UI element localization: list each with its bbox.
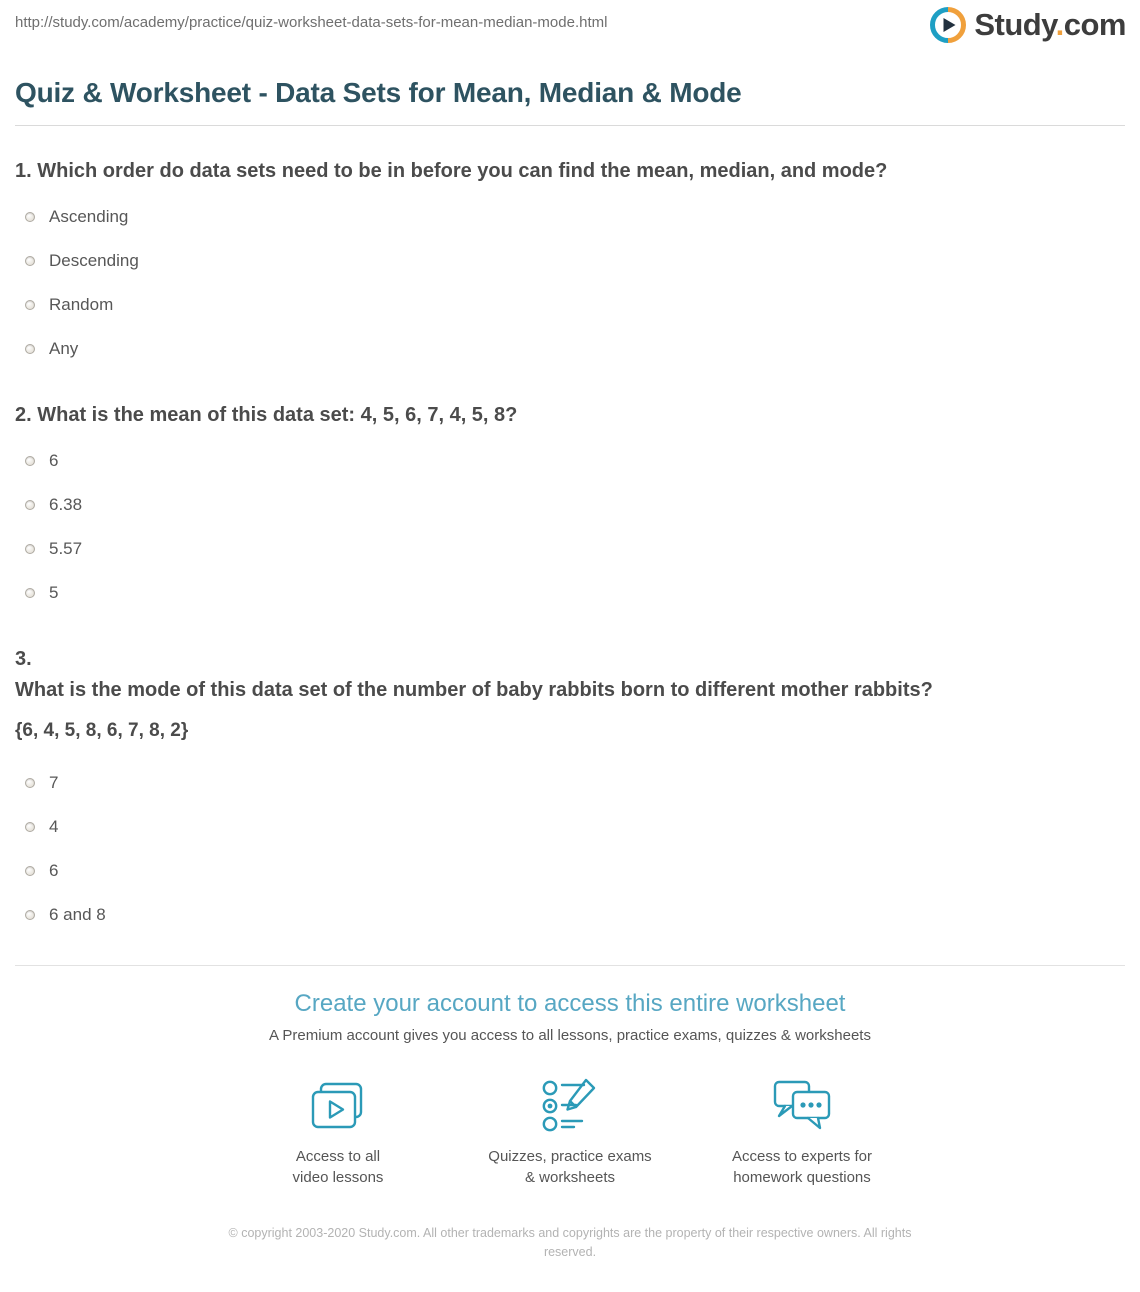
radio-button[interactable]: [25, 212, 35, 222]
title-divider: [15, 125, 1125, 126]
question-3-options: [15, 773, 1125, 925]
quizzes-worksheets-icon: [454, 1078, 686, 1134]
radio-button[interactable]: [25, 778, 35, 788]
option-label: 5.57: [49, 539, 83, 558]
feature-caption: Quizzes, practice exams & worksheets: [488, 1148, 652, 1186]
option-q3-6[interactable]: [25, 861, 58, 881]
radio-button[interactable]: [25, 866, 35, 876]
option-q3-4[interactable]: [25, 817, 58, 837]
question-1: [15, 159, 1125, 359]
option-q3-6-and-8[interactable]: [25, 905, 106, 925]
page-title: Quiz & Worksheet - Data Sets for Mean, Median & Mode: [15, 77, 742, 108]
question-2-options: [15, 451, 1125, 603]
option-q2-5[interactable]: [25, 583, 58, 603]
radio-button[interactable]: [25, 822, 35, 832]
signup-features: [0, 1078, 1140, 1188]
question-3-text: What is the mode of this data set of the number of baby rabbits born to different mother rabbits?: [15, 679, 933, 701]
radio-button[interactable]: [25, 500, 35, 510]
option-label: 6: [49, 451, 59, 470]
question-2: [15, 403, 1125, 603]
page-header: [0, 0, 1140, 44]
video-lessons-icon: [222, 1078, 454, 1134]
option-q1-any[interactable]: [25, 339, 78, 359]
option-q1-random[interactable]: [25, 295, 113, 315]
option-label: Random: [49, 295, 114, 314]
option-label: Ascending: [49, 207, 129, 226]
signup-subtitle: A Premium account gives you access to all lessons, practice exams, quizzes & worksheets: [269, 1027, 871, 1044]
page-url: http://study.com/academy/practice/quiz-worksheet-data-sets-for-mean-median-mode.html: [15, 14, 608, 31]
radio-button[interactable]: [25, 456, 35, 466]
question-3-number: 3.: [15, 648, 32, 670]
radio-button[interactable]: [25, 256, 35, 266]
option-q2-5-57[interactable]: [25, 539, 82, 559]
option-q3-7[interactable]: [25, 773, 58, 793]
option-q2-6[interactable]: [25, 451, 58, 471]
radio-button[interactable]: [25, 544, 35, 554]
option-label: 6 and 8: [49, 905, 106, 924]
question-2-heading: 2. What is the mean of this data set: 4, 5, 6, 7, 4, 5, 8?: [15, 404, 518, 426]
feature-video-lessons: [222, 1078, 454, 1188]
studycom-play-icon: [929, 6, 967, 44]
signup-section: [0, 990, 1140, 1188]
feature-caption: Access to all video lessons: [292, 1148, 384, 1186]
option-q2-6-38[interactable]: [25, 495, 82, 515]
radio-button[interactable]: [25, 910, 35, 920]
studycom-logo-text: Study.com: [974, 7, 1126, 42]
option-label: 6: [49, 861, 59, 880]
radio-button[interactable]: [25, 300, 35, 310]
logo-dot: .: [1055, 7, 1064, 42]
signup-title: Create your account to access this entire worksheet: [294, 990, 846, 1017]
question-3: [15, 647, 1125, 925]
radio-button[interactable]: [25, 588, 35, 598]
radio-button[interactable]: [25, 344, 35, 354]
feature-caption: Access to experts for homework questions: [731, 1148, 873, 1186]
option-label: Any: [49, 339, 79, 358]
option-label: 6.38: [49, 495, 83, 514]
feature-quizzes-worksheets: [454, 1078, 686, 1188]
option-q1-descending[interactable]: [25, 251, 139, 271]
chat-experts-icon: [686, 1078, 918, 1134]
copyright-notice: © copyright 2003-2020 Study.com. All other trademarks and copyrights are the property of their respective owners. All rights reserved.: [228, 1226, 912, 1259]
option-label: 5: [49, 583, 59, 602]
question-1-heading: 1. Which order do data sets need to be in before you can find the mean, median, and mode?: [15, 160, 888, 182]
option-label: 4: [49, 817, 59, 836]
feature-homework-experts: [686, 1078, 918, 1188]
studycom-logo[interactable]: [929, 6, 1126, 44]
option-label: 7: [49, 773, 59, 792]
signup-divider: [15, 965, 1125, 966]
option-label: Descending: [49, 251, 139, 270]
option-q1-ascending[interactable]: [25, 207, 128, 227]
question-3-data-set: {6, 4, 5, 8, 6, 7, 8, 2}: [15, 720, 189, 741]
question-1-options: [15, 207, 1125, 359]
